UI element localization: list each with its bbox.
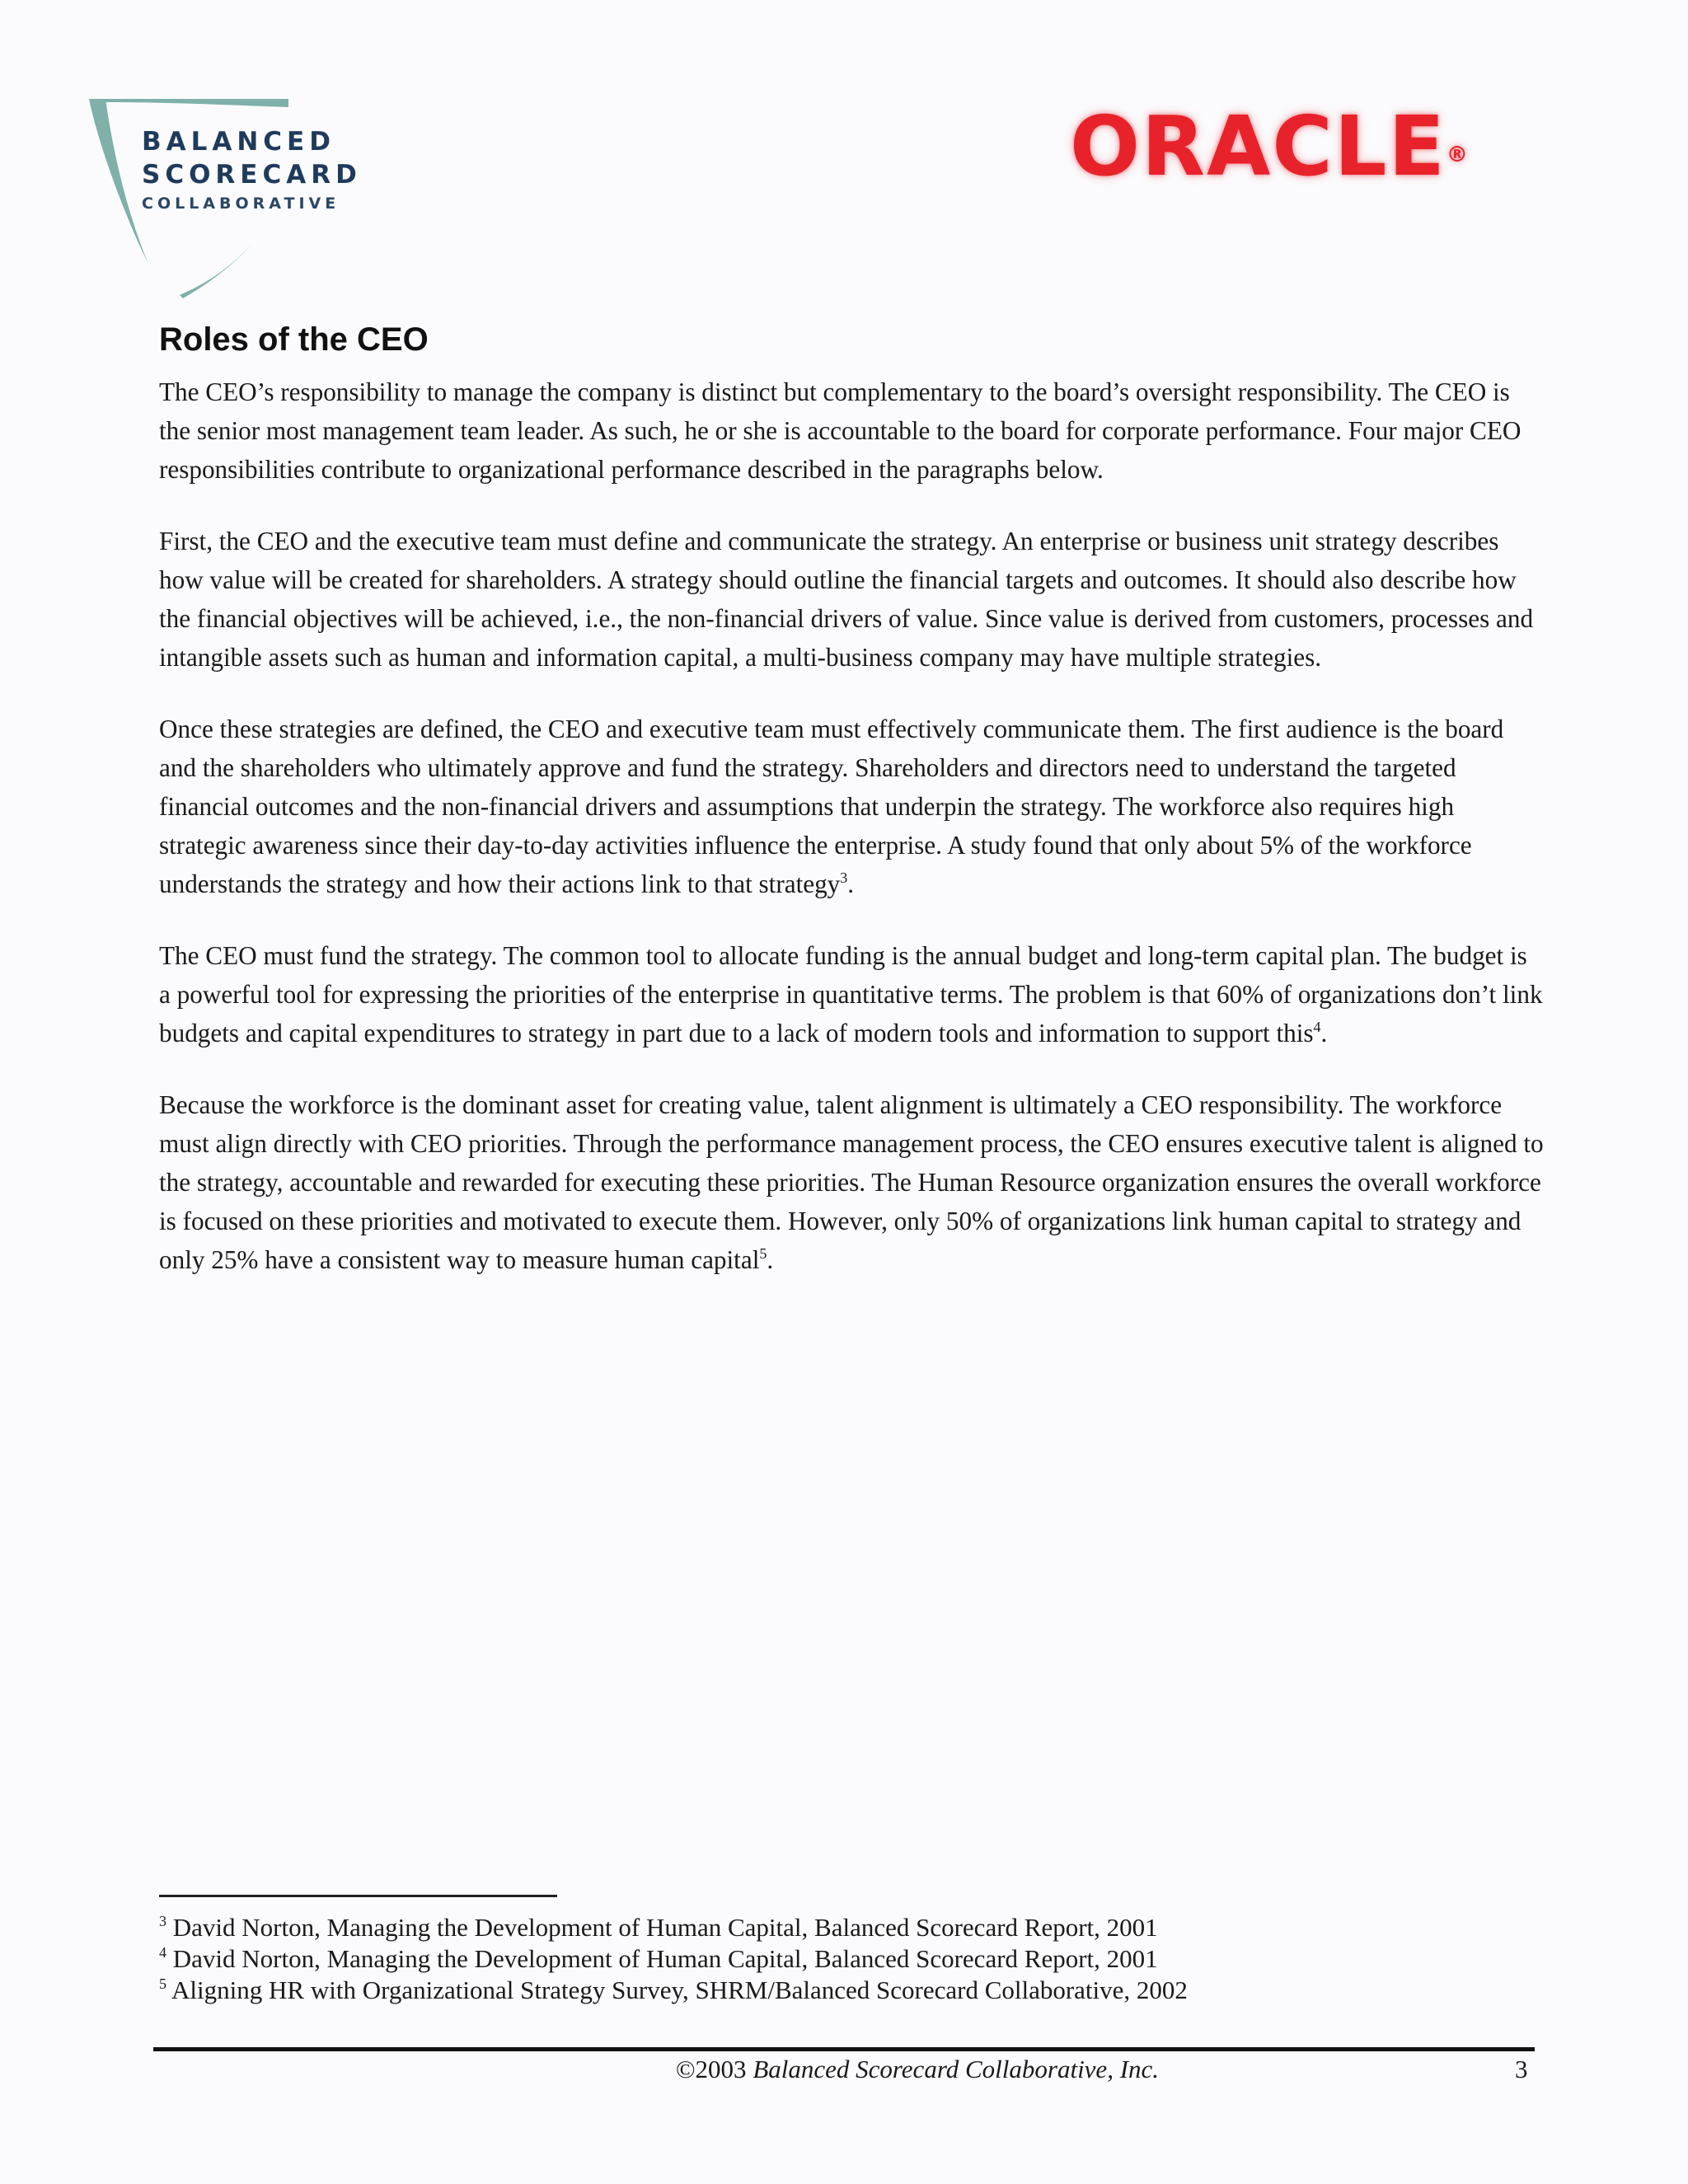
paragraph-text: Because the workforce is the dominant asset for creating value, talent alignment is ultimately a CEO responsibility. The workforce must align directly with CEO priorities. Through the performance management process, the CEO ensures executive talent is aligned to the strategy, accountable and rewarded for executing these priorities. The Human Resource organization ensures the overall workforce is focused on these priorities and motivated to execute them. However, only 50% of organizations link human capital to strategy and only 25% have a consistent way to measure human capital [159, 1090, 1544, 1274]
registered-mark: ® [1446, 143, 1470, 167]
balanced-scorecard-logo [82, 91, 363, 305]
footnote-text: David Norton, Managing the Development of Human Capital, Balanced Scorecard Report, 2001 [172, 1944, 1158, 1973]
footnote-ref-4[interactable]: 4 [1313, 1019, 1321, 1035]
footnote-divider [159, 1895, 557, 1897]
paragraph-tail: . [1320, 1019, 1328, 1047]
paragraph-text: Once these strategies are defined, the CEO and executive team must effectively communicate them. The first audience is the board and the shareholders who ultimately approve and fund the strategy. Shareholders and directors need to understand the targeted financial outcomes and the non-financial drivers and assumptions that underpin the strategy. The workforce also requires high strategic awareness since their day-to-day activities influence the enterprise. A study found that only about 5% of the workforce understands the strategy and how their actions link to that strategy [159, 715, 1504, 898]
paragraph-define-strategy [159, 522, 1544, 677]
logo-line-collaborative: COLLABORATIVE [142, 194, 340, 213]
oracle-wordmark: ORACLE [1070, 98, 1447, 194]
footnote-number: 4 [159, 1944, 166, 1961]
copyright-year: ©2003 [676, 2055, 747, 2083]
footnote-number: 3 [159, 1913, 166, 1929]
section-title: Roles of the CEO [159, 321, 429, 358]
footnote-3 [159, 1912, 1188, 1943]
logo-line-balanced: BALANCED [142, 127, 335, 157]
footnote-number: 5 [159, 1975, 166, 1992]
paragraph-communicate-strategy [159, 710, 1544, 903]
footnote-ref-5[interactable]: 5 [759, 1245, 767, 1262]
paragraph-text: The CEO must fund the strategy. The common tool to allocate funding is the annual budget and long-term capital plan. The budget is a powerful tool for expressing the priorities of the enterprise in quantitative terms. The problem is that 60% of organizations don’t link budgets and capital expenditures to strategy in part due to a lack of modern tools and information to support this [159, 941, 1543, 1047]
footnote-5 [159, 1975, 1188, 2006]
paragraph-talent-alignment [159, 1085, 1544, 1279]
footnote-4 [159, 1943, 1188, 1975]
page-number: 3 [1515, 2055, 1528, 2083]
paragraph-intro [159, 373, 1544, 489]
footnote-ref-3[interactable]: 3 [840, 869, 848, 886]
logo-line-scorecard: SCORECARD [142, 160, 362, 190]
body-text [159, 373, 1544, 1312]
oracle-logo [1070, 98, 1470, 194]
footnotes [159, 1912, 1188, 2006]
paragraph-fund-strategy [159, 936, 1544, 1052]
copyright-notice [676, 2052, 1159, 2087]
footnote-text: Aligning HR with Organizational Strategy Survey, SHRM/Balanced Scorecard Collaborative, 2002 [171, 1975, 1188, 2004]
paragraph-tail: . [767, 1245, 774, 1274]
paragraph-text: The CEO’s responsibility to manage the company is distinct but complementary to the board’s oversight responsibility. The CEO is the senior most management team leader. As such, he or she is accountable to the board for corporate performance. Four major CEO responsibilities contribute to organizational performance described in the paragraphs below. [159, 377, 1522, 484]
paragraph-tail: . [847, 869, 855, 898]
footnote-text: David Norton, Managing the Development of Human Capital, Balanced Scorecard Report, 2001 [172, 1913, 1158, 1942]
paragraph-text: First, the CEO and the executive team must define and communicate the strategy. An enterprise or business unit strategy describes how value will be created for shareholders. A strategy should outline the financial targets and outcomes. It should also describe how the financial objectives will be achieved, i.e., the non-financial drivers of value. Since value is derived from customers, processes and intangible assets such as human and information capital, a multi-business company may have multiple strategies. [159, 527, 1534, 672]
footer-divider [153, 2047, 1535, 2051]
copyright-holder: Balanced Scorecard Collaborative, Inc. [753, 2055, 1160, 2083]
